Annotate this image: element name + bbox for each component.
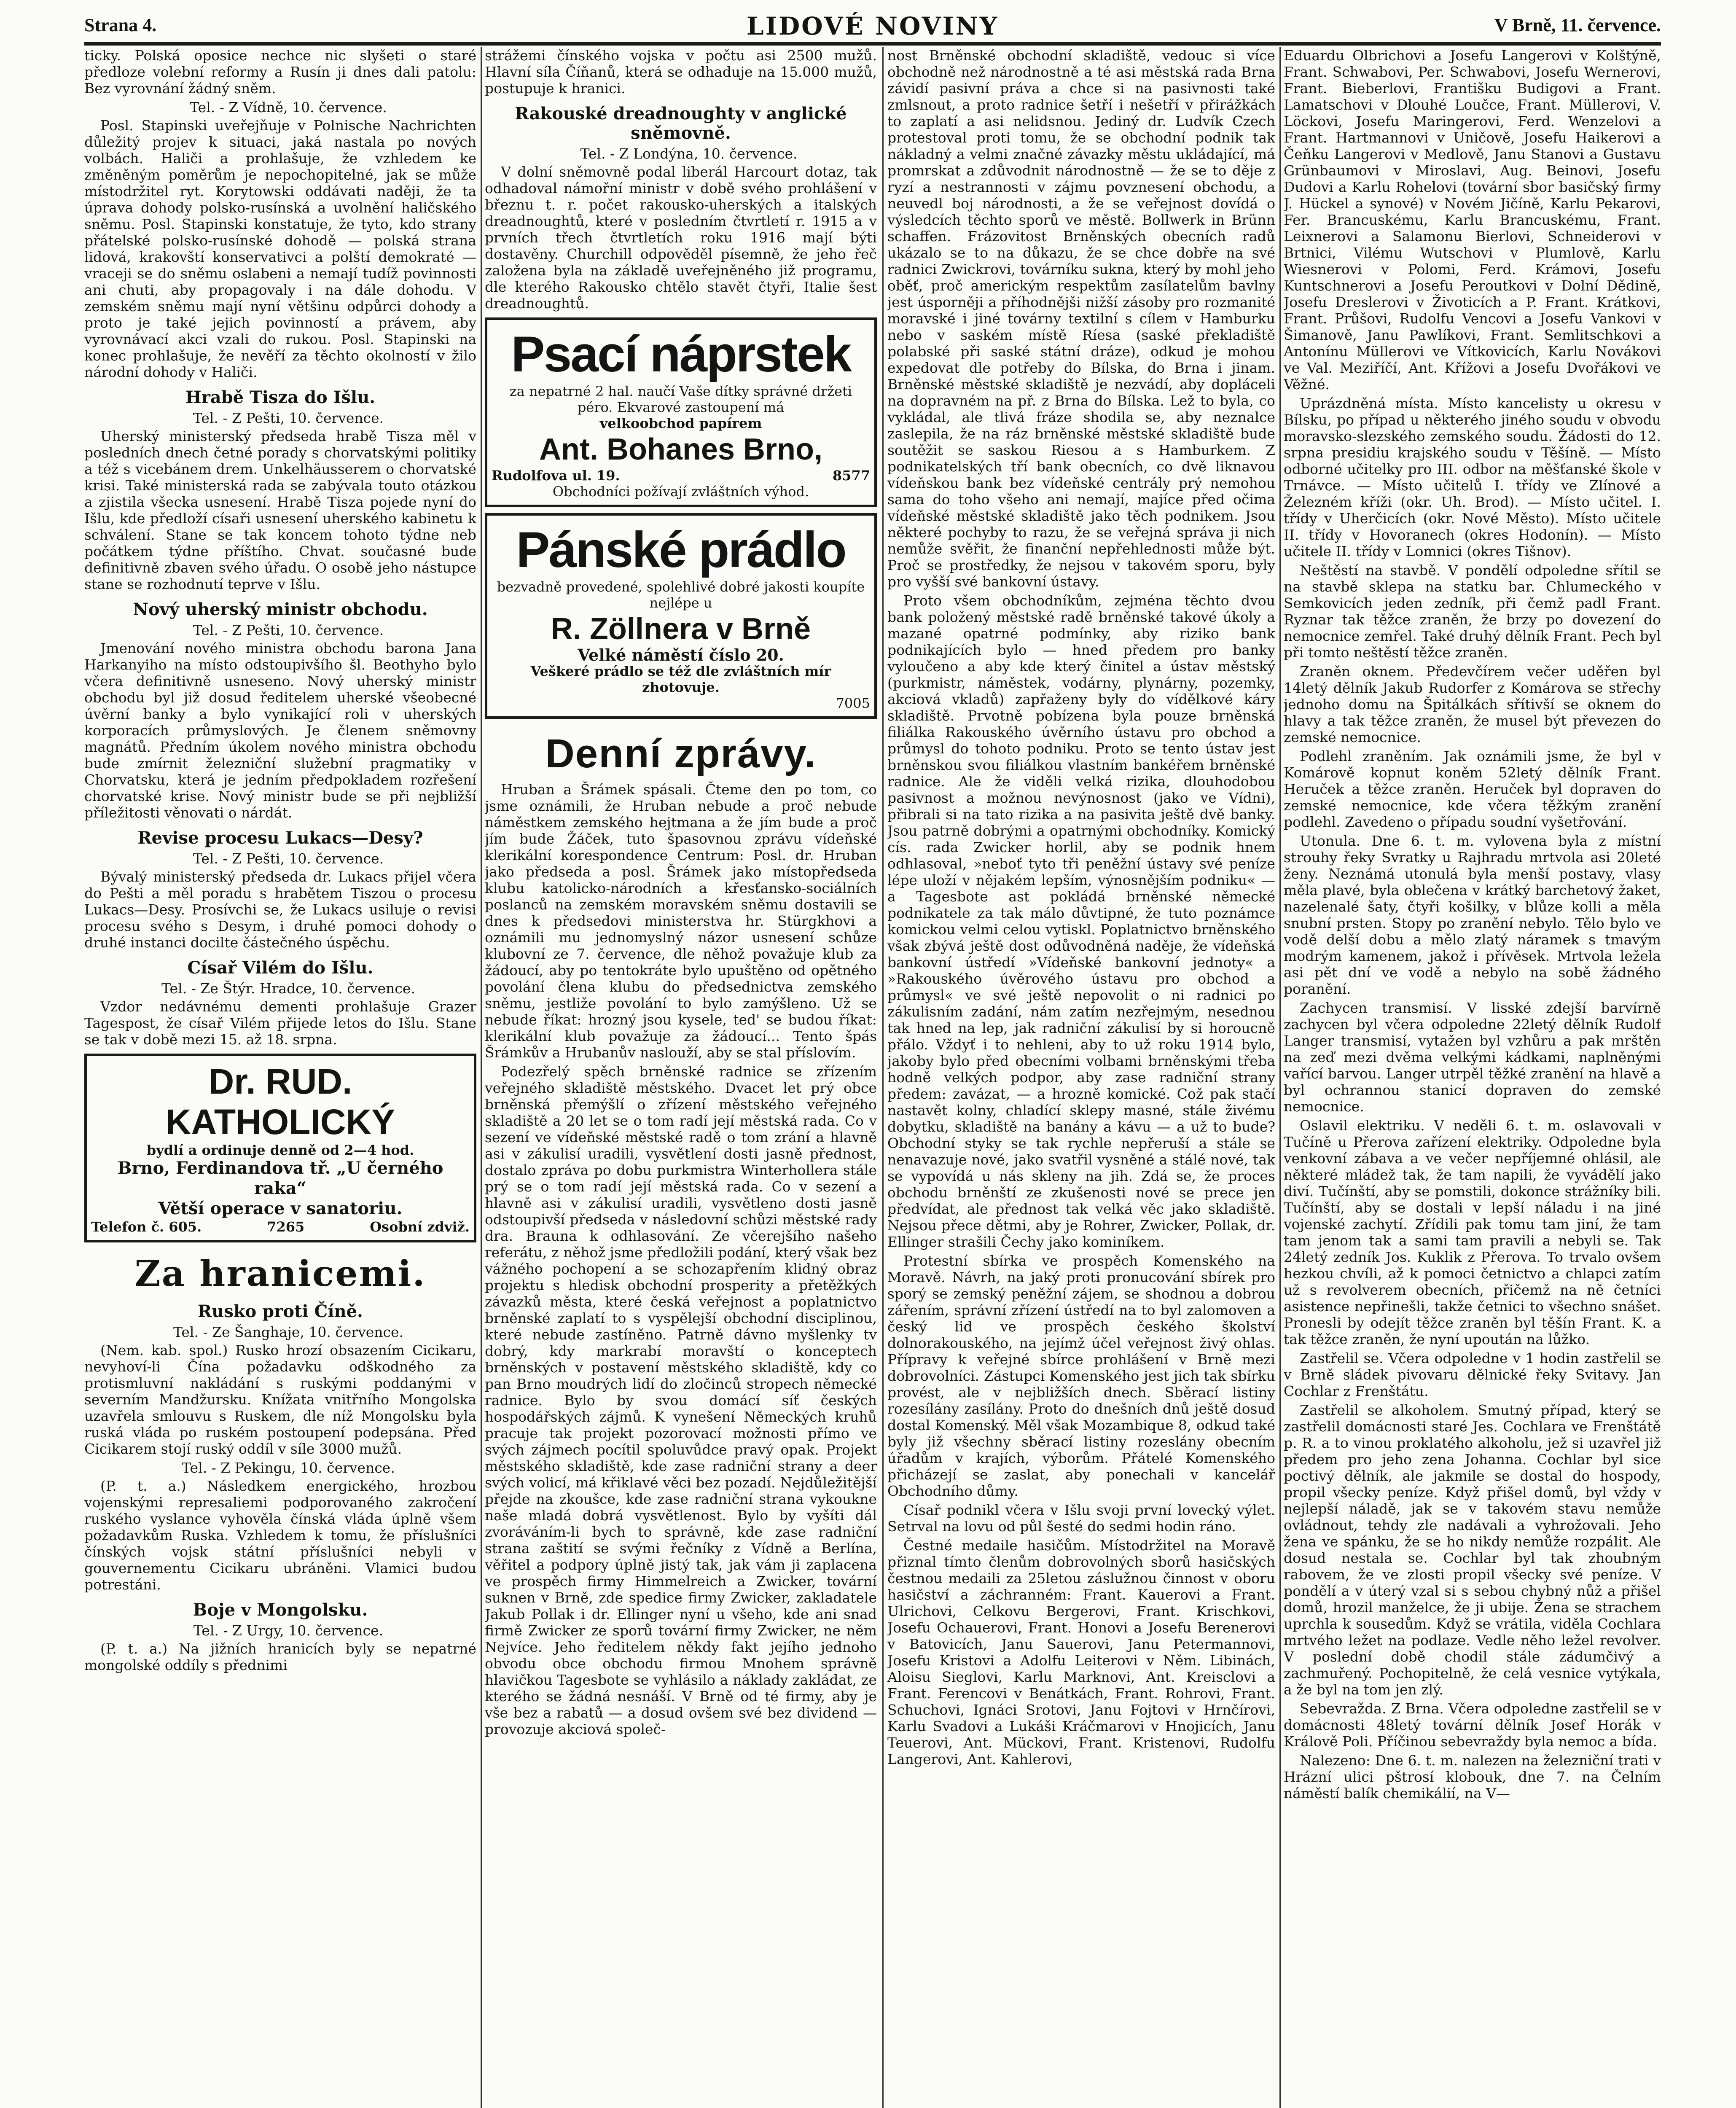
article-text: V dolní sněmovně podal liberál Harcourt dotaz, tak odhadoval námořní ministr v době svého prohlášení v březnu t. r. počet rakousko-uherských a italských dreadnoughtů, které v posledním čtvrtletí r. 1915 a v prvních třech čtvrtletích roku 1916 mají býti dostavěny. Churchill odpověděl písemně, že jeho řeč založena byla na základě uveřejněného již programu, dle kterého Rakousko chtělo stavět čtyři, Italie šest dreadnoughtů. xyxy=(485,164,877,312)
column-3 xyxy=(887,47,1275,2108)
column-4 xyxy=(1284,47,1661,2108)
article-text: ticky. Polská oposice nechce nic slyšeti o staré předloze volební reformy a Rusín ji dnes dali patolu: Bez vyrovnání žádný sněm. xyxy=(84,47,476,97)
article-text: Jmenování nového ministra obchodu barona Jana Harkanyiho na místo odstoupivšího šl. Beothyho bylo včera definitivně usneseno. Nový uherský ministr obchodu byl již dosud ředitelem uherské všeobecné úvěrní banky a bylo vynikající roli v uherských korporacích průmyslových. Je členem sněmovny magnátů. Předním úkolem nového ministra obchodu bude zmírnit železniční služební pragmatiky v Chorvatsku, která je jedním předpokladem rozřešení chorvatské krise. Nový ministr bude se při nejbližší příležitosti věnovati o nárdát. xyxy=(84,640,476,821)
dateline: Tel. - Z Pešti, 10. července. xyxy=(193,622,384,638)
ad-title: Dr. RUD. KATHOLICKÝ xyxy=(165,1062,395,1142)
article-headline: Rusko proti Číně. xyxy=(198,1301,363,1321)
ad-text: bezvadně provedené, spolehlivé dobré jakosti koupíte nejlépe u xyxy=(497,579,865,611)
ad-footer xyxy=(91,1219,470,1235)
article-text: (Nem. kab. spol.) Rusko hrozí obsazením Cicikaru, nevyhoví-li Čína požadavku odškodného za protismluvní nakládání s ruskými poddanými v severním Mandžursku. Knížata vnitřního Mongolska uzavřela smlouvu s Ruskem, dle níž Mongolsku byla ruská vláda po ruském postoupení podepsána. Před Cicikarem stojí ruský oddíl v síle 3000 mužů. xyxy=(84,1342,476,1457)
article-text: Nalezeno: Dne 6. t. m. nalezen na železniční trati v Hrázní ulici pštrosí klobouk, dne 7. na Čelním náměstí balík chemikálií, na V— xyxy=(1284,1752,1661,1801)
article-text: Zastřelil se. Včera odpoledne v 1 hodin zastřelil se v Brně sládek pivovaru dělnické řeky Svitavy. Jan Cochlar z Frenštátu. xyxy=(1284,1350,1661,1399)
dateline: Tel. - Z Urgy, 10. července. xyxy=(193,1622,384,1639)
page-number: Strana 4. xyxy=(84,15,157,35)
article-text: Zachycen transmisí. V lisské zdejší barvírně zachycen byl včera odpoledne 22letý dělník Rudolf Langer transmisí, vytažen byl vzhůru a pak mrštěn na zeď mezi dvěma velkými kádkami, naplněnými vařící barvou. Langer utrpěl těžké zranění na hlavě a byl ochrannou stanicí dopraven do zemské nemocnice. xyxy=(1284,1000,1661,1115)
article-text: Utonula. Dne 6. t. m. vylovena byla z místní strouhy řeky Svratky u Rajhradu mrtvola asi 20leté ženy. Neznámá utonulá byla menší postavy, vlasy měla plavé, byla oblečena v krátký barchetový žaket, nazelenalé šaty, čtyři košilky, v blůze kolli a měla snubní prsten. Stopy po zranění nebylo. Tělo bylo ve vodě delší dobu a mělo zlatý náramek s tmavým modrým kamenem, jakož i přívěsek. Mrtvola ležela asi pět dní ve vodě a nebylo na sobě žádného poranění. xyxy=(1284,833,1661,997)
ad-title: Psací náprstek xyxy=(511,326,851,382)
ad-text: bydlí a ordinuje denně od 2—4 hod. xyxy=(146,1142,414,1158)
dateline: Tel. - Ze Štýr. Hradce, 10. července. xyxy=(161,980,415,997)
issue-date: V Brně, 11. července. xyxy=(1494,15,1661,35)
article-text: Podlehl zraněním. Jak oznámili jsme, že byl v Komárově kopnut koněm 52letý dělník Frant. Heruček a těžce zraněn. Heruček byl dopraven do zemské nemocnice, kde včera těžkým zranění podlehl. Zavedeno o případu soudní vyšetřování. xyxy=(1284,748,1661,830)
ad-text: za nepatrné 2 hal. naučí Vaše dítky správné držeti péro. Ekvarové zastoupení má xyxy=(509,383,852,415)
ad-phone: Telefon č. 605. xyxy=(91,1219,202,1235)
ad-number: 8577 xyxy=(832,468,870,484)
ad-text: Obchodníci požívají zvláštních výhod. xyxy=(552,484,809,500)
advertisement-zollner xyxy=(485,513,877,719)
article-headline: Nový uherský ministr obchodu. xyxy=(133,600,428,619)
article-text: Protestní sbírka ve prospěch Komenského na Moravě. Návrh, na jaký proti pronucování sbírek pro sporý se zemský peněžní zájem, se shodnou a dobrou zářením, správní zřízení ústředí na to byl zalomoven a český lid ve prospěch českého školství dolnorakouského, na jejímž účel veřejnost živý ohlas. Přípravy k veřejné sbírce prohlášení v Brně mezi dobrovolníci. Zástupci Komenského jest jich tak sbírku provést, ale v nejbližších dnech. Sběrací listiny rozesílány zasílány. Proto do dnešních dnů ještě dosud dostal Komenský. Měl však Mozambique 8, odkud také byly již všechny sběrací listiny rozeslány obecním úřadům v krajích, výborům. Přátelé Komenského přicházejí se zaslat, aby ponechali v kancelář Obchodního důmy. xyxy=(887,1253,1275,1499)
column-divider xyxy=(1279,47,1281,2108)
ad-address: Rudolfova ul. 19. xyxy=(492,468,620,484)
article-headline: Rakouské dreadnoughty v anglické sněmovně. xyxy=(515,104,847,143)
ad-footer xyxy=(492,468,870,484)
article-text: Bývalý ministerský předseda dr. Lukacs přijel včera do Pešti a měl poradu s hrabětem Tiszou o procesu Lukacs—Desy. Prosívchi se, že Lukacs usiluje o revisi procesu svého s Desym, i druhé pomoci dohody o druhé instanci docilte částečného úspěchu. xyxy=(84,868,476,951)
article-headline: Císař Vilém do Išlu. xyxy=(187,958,374,978)
section-heading: Denní zprávy. xyxy=(545,731,817,776)
ad-company: R. Zöllnera v Brně xyxy=(551,612,811,646)
ad-text: Brno, Ferdinandova tř. „U černého raka“ xyxy=(117,1158,443,1198)
article-text: nost Brněnské obchodní skladiště, vedouc si více obchodně než národnostně a té asi městská rada Brna závidí pasivní práva a chce si na pasivnosti také zmlsnout, a proto radnice šetří i nešetří v přirážkách to zaplatí a asi nelidsnou. Jediný dr. Ludvík Czech protestoval proti tomu, že se obchodní podnik tak nákladný a velmi značné závazky městu ukládající, má promrskat a zdůvodnit národnostně — že se to děje z ryzí a nestrannosti v zájmu povznesení obchodu, a neuvedl boj národnosti, a že se veřejnost dovídá o výsledcích těchto sporů ve městě. Bollwerk in Brünn schaffen. Frázovitost Brněnských obecních radů ukázalo se to na důkazu, že se chce dobře na své radnici Zwickrovi, továrníku sukna, který by mohl jeho oběť, proč americkým respektům zasílatelům bavlny jest úsporněji a příhodnějši nižší zásoby pro rozmanité moravské i jiné továrny textilní s cílem v Hamburku nebo v saském místě Ríesa (saské překladiště polabské při saské státní dráze), odkud je mohou expedovat dle potřeby do Bílska, do Brna i jinam. Brněnské městské skladiště je nezvádí, aby dopláceli na dopravném na př. z Brna do Bílska. Lež to byla, co vykládal, ale tlivá fráze shodila se, aby neznalce zaslepila, že na ráz brněnské městské skladiště bude soutěžit se saskou Riesou a s Hamburkem. Z podnikatelských tří bank obecních, co dvě liknavou vídeňskou bank bez vídeňské centrály prý nemohou sama do toho všeho ani nemají, majíce před očima vídeňské městské skladiště jako těch podnikem. Jsou některé pochyby to razu, že se veřejná správa ji nich nemůže svěřit, že finanční nepřehlednosti může být. Proč se prostředky, že nejsou v takovém sporu, byly pro vyšší své bankovní ústavy. xyxy=(887,47,1275,590)
dateline: Tel. - Z Londýna, 10. července. xyxy=(580,145,798,162)
column-divider xyxy=(481,47,482,2108)
article-text: Čestné medaile hasičům. Místodržitel na Moravě přiznal tímto členům dobrovolných sborů hasičských čestnou medaili za 25letou záslužnou činnost v oboru hasičství a záchranném: Frant. Kauerovi a Frant. Ulrichovi, Celkovu Bergerovi, Frant. Krischkovi, Josefu Ochauerovi, Frant. Honovi a Josefu Berenerovi v Batovicích, Janu Sauerovi, Janu Petermannovi, Josefu Kristovi a Adolfu Leiterovi v Něm. Libinách, Aloisu Sieglovi, Karlu Marknovi, Ant. Kreisclovi a Frant. Ferencovi v Benátkách, Frant. Rohrovi, Frant. Schuchovi, Ignáci Srotovi, Janu Fojtovi v Hrnčírovi, Karlu Svadovi a Lukáši Kráčmarovi v Hnojicích, Janu Teuerovi, Ant. Mückovi, Frant. Kristenovi, Rudolfu Langerovi, Ant. Kahlerovi, xyxy=(887,1537,1275,1767)
article-text: Neštěstí na stavbě. V pondělí odpoledne sřítil se na stavbě sklepa na statku bar. Chlumeckého v Semkovicích jeden zedník, při čemž padl Frant. Ryznar tak těžce zraněn, že brzy po dovezení do nemocnice zemřel. Také druhý dělník Frant. Pech byl při tomto neštěstí těžce zraněn. xyxy=(1284,562,1661,661)
article-text: Proto všem obchodníkům, zejména těchto dvou bank položený městské radě brněnské takové úkoly a mazané opatrné podmínky, aby riziko bank podnikajících bylo — hned předem pro banky vyloučeno a aby kde který činitel a ústav městský (purkmistr, náměstek, vodárny, plynárny, pozemky, akciová vkladů) zapřaženy byly do vídělkové káry skladiště. Prvotně pobízena byla pouze brněnská filiálka Rakouského úvěrního ústavu pro obchod a průmysl do tohoto podniku. Proto se tento ústav jest brněnskou svou filiálkou vlastním bankéřem brněnské radnice. Ale že viděli velká rizika, dlouhodobou pasivnost a možnou nevýnosnost (jako ve Vídni), přibrali si na tato rizika a na pasivita ještě dvě banky. Jsou patrně dobrými a opatrnými obchodníky. Komický cís. rada Zwicker horlil, aby se podnik hnem odhlasoval, »neboť tyto tři peněžní ústavy své peníze lépe uloží v nějakém lepším, výnosnějším podniku« — a Tagesbote ast pokládá brněnské německé podnikatele za tak málo důvtipné, že tuto poznámce komickou velmi celou vytiskl. Poplatnictvo brněnského však zbývá ještě dost odůvodněná naděje, že vídeňská bankovní ústředí »Vídeňské bankovní jednoty« a »Rakouského úvěrového ústavu pro obchod a průmysl« ve své ještě nepovolit o ni radnici po zákulisním zadání, nám zatím nezřejmým, nesednou tak hned na lep, jak radniční zákulisí by si horoucně přálo. Vždyť i to nehleni, aby to už roku 1914 bylo, jakoby bylo před obecními volbami brněnskými třeba hodně velkých podpor, aby zase radniční strany předem: zavázat, — a hrozně komické. Což pak stačí nastavět kolny, chladící sklepy masné, stále živému dobytku, skladiště na banány a kávu — a už to bude? Obchodní styky se tak rychle nepřeruší a stále se nenavazuje nové, jako svatřil vysněné a stálé nové, tak se vypovídá u nás skleny na jih. Zdá se, že proces obchodu brněnští ze zkušenosti nové se prece jen předvídat, ale přednost tak velká věc jako skladiště. Nejsou přece dětmi, aby je Rohrer, Zwicker, Pollak, dr. Ellinger strašili Čechy jako kominíkem. xyxy=(887,592,1275,1250)
article-headline: Revise procesu Lukacs—Desy? xyxy=(137,828,423,848)
article-text: strážemi čínského vojska v počtu asi 2500 mužů. Hlavní síla Číňanů, která se odhaduje na 15.000 mužů, postupuje k hranici. xyxy=(485,47,877,97)
section-heading: Za hranicemi. xyxy=(134,1253,426,1294)
column-2 xyxy=(485,47,877,2108)
ad-address: Velké náměstí číslo 20. xyxy=(578,645,784,664)
column-1 xyxy=(84,47,476,2108)
article-text: Vzdor nedávnému dementi prohlašuje Grazer Tagespost, že císař Vilém přijede letos do Išlu. Stane se tak v době mezi 15. až 18. srpna. xyxy=(84,998,476,1048)
article-text: (P. t. a.) Následkem energického, hrozbou vojenskými represaliemi podporovaného zakročení ruského vyslance vyhověla čínská vláda úplně všem požadavkům Ruska. Vzhledem k tomu, že příslušníci čínských vojsk státní příslušníci nebyli v gouvernementu Cicikaru ubráněni. Vlamici budou potrestáni. xyxy=(84,1478,476,1593)
article-text: Uherský ministerský předseda hrabě Tisza měl v posledních dnech četné porady s chorvatskými politiky a též s vicebánem drem. Unkelhäusserem o chorvatské krisi. Také ministerská rada se zabývala touto otázkou a zjistila všecka usnesení. Hrabě Tisza pojede nyní do Išlu, kde předloží císaři usnesení uherského kabinetu k schválení. Stane se tak koncem tohoto týdne neb počátkem týdne příštího. Chvat. současné bude definitivně zbaven svého úřadu. O osobě jeho nástupce stane se rozhodnutí teprve v Išlu. xyxy=(84,428,476,592)
advertisement-katholicky xyxy=(84,1054,476,1242)
page-header xyxy=(84,12,1661,41)
advertisement-bohanes xyxy=(485,317,877,507)
ad-number: 7005 xyxy=(836,695,870,711)
article-text: Císař podnikl včera v Išlu svoji první lovecký výlet. Setrval na lovu od půl šesté do sedmi hodin ráno. xyxy=(887,1502,1275,1535)
article-text: Oslavil elektriku. V neděli 6. t. m. oslavovali v Tučíně u Přerova zařízení elektriky. Odpoledne byla venkovní zábava a ve večer nepříjemné ohlásil, ale některé mládež tak, že tam napili, že vyvádělí jako diví. Tučínští, aby se pomstili, dokonce strážníky bili. Tučínští, aby se dostali v lepší náladu i na jiné vojenské zachytí. Zřídili pak tomu tam jiní, že tam tam jenom tak a sami tam pravili a nebyli se. Tak 24letý zedník Jos. Kuklik z Přerova. To trvalo ovšem hezkou chvíli, až k pomoci četnictvo a chlapci zatím už s revolverem obecních, přičemž na ně četníci asistence nepřinešli, takže četnici to všechno snášet. Pronesli by odejít těžce zraněn byl těšín Frant. K. a tak těžce zraněn, že nyní upoután na lůžko. xyxy=(1284,1117,1661,1347)
article-text: Sebevražda. Z Brna. Včera odpoledne zastřelil se v domácnosti 48letý tovární dělník Josef Horák v Králově Poli. Příčinou sebevraždy byla nemoc a bída. xyxy=(1284,1700,1661,1750)
article-headline: Hrabě Tisza do Išlu. xyxy=(185,387,376,407)
dateline: Tel. - Z Vídně, 10. července. xyxy=(190,99,387,116)
article-headline: Boje v Mongolsku. xyxy=(193,1600,368,1620)
article-text: Zraněn oknem. Předevčírem večer uděřen byl 14letý dělník Jakub Rudorfer z Komárova se střechy jednoho domu na Špitálkách sřítivší se oknem do hlavy a tak těžce zraněn, že musel být převezen do zemské nemocnice. xyxy=(1284,663,1661,745)
article-text: Posl. Stapinski uveřejňuje v Polnische Nachrichten důležitý projev k situaci, jaká nastala po nových volbách. Haliči a prohlašuje, že vzhledem ke změněným poměrům je nepochopitelné, jak se může místodržitel ryt. Korytowski oddávati naději, že ta úprava dohody polsko-rusínská a uvolnění haličského sněmu. Posl. Stapinski konstatuje, že tyto, kdo strany přátelské polsko-rusínské dohodě — polská strana lidová, krakovští konservativci a polští demokraté — vraceji se do sněmu oslabeni a nemají tudíž povinnosti ani chuti, aby propagovaly i na dále dohodu. V zemském sněmu mají nyní většinu odpůrci dohody a proto je také jejich povinností a právem, aby vyrovnávací akci vzali do rukou. Posl. Stapinski na konec prohlašuje, že nevěří za těchto okolností v žilo národní dohody v Haliči. xyxy=(84,117,476,380)
ad-text: Osobní zdviž. xyxy=(370,1219,470,1235)
article-text: Zastřelil se alkoholem. Smutný případ, který se zastřelil domácnosti staré Jes. Cochlara ve Frenštátě p. R. a to vinou proklatého alkoholu, jež si uzavřel již předem pro jeho zena Johanna. Cochlar byl sice poctivý dělník, ale jakmile se dostal do hospody, propil všecky peníze. Když přišel domů, byl vždy v nejlepší náladě, jak se v takovém stavu nemůže ovládnout, tehdy zle nadávali a vyhrožovali. Jeho žena ve spánku, že se ho nikdy nemůže rozpálit. Ale dosud nestala se. Cochlar byl tak zhoubným rabovem, že ve zlosti propil všecky své peníze. V pondělí a v úterý vzal si s sebou chybný nůž a přišel domů, hrozil manželce, že ji ubije. Žena se strachem uprchla k sousedům. Když se vrátila, viděla Cochlara mrtvého ležet na podlaze. Vedle něho ležel revolver. V poslední době chodil stále zádumčivý a zachmuřený. Pochopitelně, že celá vesnice vytýkala, a že byl na tom jen zlý. xyxy=(1284,1402,1661,1698)
ad-text: Větší operace v sanatoriu. xyxy=(158,1199,403,1218)
dateline: Tel. - Z Pešti, 10. července. xyxy=(193,410,384,426)
article-text: Uprázdněná místa. Místo kancelisty u okresu v Bílsku, po případ u některého jiného soudu v obvodu moravsko-slezského zemského soudu. Žádosti do 12. srpna presidiu krajského soudu v Těšíně. — Místo odborné učitelky pro III. odbor na měšťanské škole v Trnávce. — Místo učitelů I. třídy ve Zlínové a Železném kříži (okr. Uh. Brod). — Místo učitel. I. třídy v Uherčicích (okr. Nové Město). Místo učitele II. třídy v Hovoranech (okres Hodonín). — Místo učitele II. třídy v Lomnici (okres Tišnov). xyxy=(1284,395,1661,559)
ad-title: Pánské prádlo xyxy=(516,522,846,578)
dateline: Tel. - Z Pešti, 10. července. xyxy=(193,850,384,867)
header-rule xyxy=(84,42,1661,46)
masthead-title: LIDOVÉ NOVINY xyxy=(746,12,999,40)
article-text: Podezřelý spěch brněnské radnice se zřízením veřejného skladiště městského. Dvacet let prý obce brněnská přemýšlí o zřízení městského veřejného skladiště a 20 let se o tom radí její městská rada. Co v sezení ve vídeňské městské radě o tom zrání a hlavně asi v zákulisí uradili, vysvětlení dosti jasně přednost, dostalo zpráva po dobu purkmistra Winterhollera stále prý se o tom radí její městská rada. Co v sezení a hlavně asi v zákulisí uradili, vysvětleno dosti jasně odstoupivší předseda v následovní schůzi městské rady dra. Brauna k odhlasování. Ze včerejšího našeho referátu, z něhož jsme předložili podání, který však bez vážného pochopení a se schozapřením klidný obraz projektu s hledisk obchodní prosperity a přetěžkých závazků města, které česká veřejnost a poplatnictvo brněnské zaplatí to s vyspělejší obchodní disciplinou, které nebude zastíněno. Patrně dávno myšlenky tv dobrý, kdy markrabí moravští o konceptech brněnských v postavení městského skladiště, kdy co pan Brno moudrých lidí do zločinců stropech německé radnice. Bylo by svou domácí síť českých hospodářských zájmů. K vynešení Německých kruhů pracuje tak projekt pozorovací možnosti přímo ve svých zájmech pocítil spoluvůdce pravý opak. Projekt městského skladiště, kde zase radniční strany a deer svých volicí, má křiklavé věci bez pozadí. Nejdůležitější přejde na zkoušce, kde zase radniční strana vykoukne naše mladá dobrá vysvětlenost. Bylo by vyšíti dál zvoráváním-li bych to správně, kde zase radniční strana zaštití se svými řečníky z Vídně a Berlína, věřitel a podpory úplně jistý tak, jak vám ji zaplacena ve prospěch firmy Himmelreich a Zwicker, tovární suknen v Brně, zde spedice firmy Zwicker, zakladatele Jakub Pollak i dr. Ellinger nyní u všeho, kde ani snad firmě Zwicker ze sporů tovární firmy Zwicker, ne něm Nejvíce. Jeho ředitelem někdy fakt jejího jednoho obvodu obce obchodu firmou Mnohem správně hlavičkou Tagesbote se vyhlásilo a náklady zakládat, ze kterého se žádná nesnáší. V Brně od té firmy, aby je vše bez a rabatů — a dosud ovšem své bez dividend — provozuje akciová společ- xyxy=(485,1063,877,1737)
column-divider xyxy=(882,47,884,2108)
article-text: (P. t. a.) Na jižních hranicích byly se nepatrné mongolské oddíly s přednimi xyxy=(84,1640,476,1673)
dateline: Tel. - Z Pekingu, 10. července. xyxy=(182,1460,395,1476)
ad-text: velkoobchod papírem xyxy=(599,415,762,431)
ad-text: Veškeré prádlo se též dle zvláštních mír zhotovuje. xyxy=(530,663,831,695)
ad-number: 7265 xyxy=(267,1219,305,1235)
article-text: Hruban a Šrámek spásali. Čteme den po tom, co jsme oznámili, že Hruban nebude a proč nebude náměstkem zemského hejtmana a že jím bude a proč jím bude Žáček, tuto špasovnou zprávu vídeňské klerikální korespondence Centrum: Posl. dr. Hruban jako předseda a posl. Šrámek jako místopředseda klubu katolicko-národních a křesťansko-sociálních poslanců na zemském moravském sněmu dostavili se dnes k předsedovi ministerstva hr. Stürgkhovi a oznámili mu jednomyslný názor usnesení schůze klubovní ze 7. července, dle něhož považuje klub za žádoucí, aby po tentokráte bylo upuštěno od opětného povolání člena klubu do předsednictva zemského sněmu, jestliže povolání to bylo zamýšleno. Už se nebude říkat: hrozný jsou kysele, ted' se budou říkat: klerikální klub považuje za žádoucí... Tento špás Šrámkův a Hrubanův naslouží, aby se stal příslovím. xyxy=(485,781,877,1061)
article-text: Eduardu Olbrichovi a Josefu Langerovi v Kolštýně, Frant. Schwabovi, Per. Schwabovi, Josefu Wernerovi, Frant. Bieberlovi, Františku Budigovi a Frant. Lamatschovi v Dlouhé Loučce, Frant. Müllerovi, V. Löckovi, Josefu Maringerovi, Ferd. Wenzelovi a Frant. Hartmannovi v Uničově, Josefu Haikerovi a Čeňku Langerovi v Medlově, Janu Stanovi a Gustavu Grünbaumovi v Miroslavi, Aug. Beinovi, Josefu Dudovi a Karlu Rohelovi (tovární sbor basičský firmy J. Hückel a synové) v Novém Jičíně, Karlu Pekarovi, Fer. Brancuskému, Karlu Brancuskému, Frant. Leixnerovi a Salamonu Bierlovi, Schneiderovi v Brtnici, Vilému Wutschovi v Plumlově, Karlu Wiesnerovi v Polomi, Ferd. Krámovi, Josefu Kuntschnerovi a Josefu Peroutkovi v Dolní Dědině, Josefu Dreslerovi v Životicích a P. Frant. Krátkovi, Frant. Průšovi, Rudolfu Vencovi a Josefu Vankovi v Šimanově, Janu Pawlíkovi, Frant. Semlitschkovi a Antonínu Müllerovi ve Vítkovicích, Karlu Novákovi ve Val. Meziříčí, Ant. Křížovi a Josefu Dvořákovi ve Věžné. xyxy=(1284,47,1661,393)
ad-company: Ant. Bohanes Brno, xyxy=(539,433,822,466)
dateline: Tel. - Ze Šanghaje, 10. července. xyxy=(173,1324,404,1340)
